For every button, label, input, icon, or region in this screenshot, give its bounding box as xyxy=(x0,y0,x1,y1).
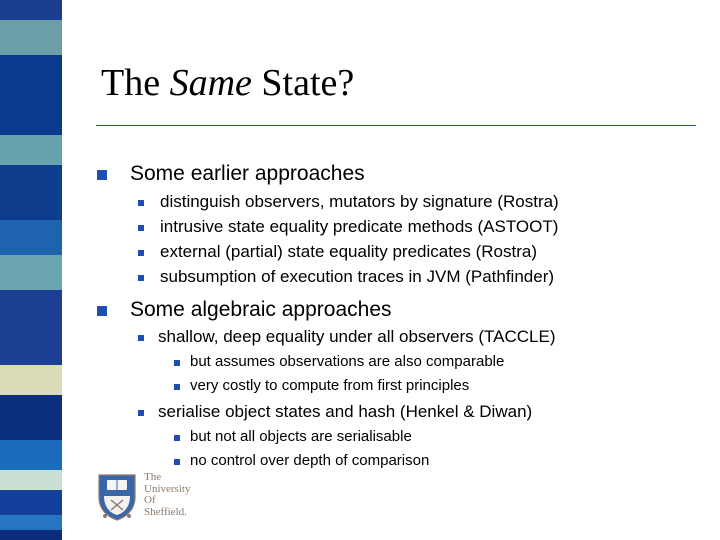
bullet-text: Some algebraic approaches xyxy=(130,298,392,321)
square-bullet-icon xyxy=(138,335,144,341)
logo-line: Of xyxy=(144,494,156,506)
stripe-block xyxy=(0,395,62,440)
square-bullet-icon xyxy=(138,225,144,231)
sub-bullet xyxy=(160,191,559,213)
stripe-block xyxy=(0,490,62,515)
stripe-block xyxy=(0,20,62,55)
stripe-block xyxy=(0,255,62,290)
sub-bullet-text: external (partial) state equality predicates (Rostra) xyxy=(160,242,537,261)
square-bullet-icon xyxy=(174,459,180,465)
sub-bullet xyxy=(158,326,556,348)
square-bullet-icon xyxy=(97,170,107,180)
bullet-algebraic-approaches xyxy=(130,297,392,323)
stripe-block xyxy=(0,470,62,490)
sub-sub-bullet xyxy=(190,451,429,471)
square-bullet-icon xyxy=(138,250,144,256)
stripe-block xyxy=(0,530,62,540)
sub-bullet xyxy=(160,241,537,263)
sub-bullet-text: serialise object states and hash (Henkel & Diwan) xyxy=(158,402,533,421)
stripe-block xyxy=(0,515,62,530)
university-logo xyxy=(92,466,214,526)
sub-bullet xyxy=(160,216,558,238)
stripe-block xyxy=(0,220,62,255)
title-underline xyxy=(96,125,696,126)
bullet-text: Some earlier approaches xyxy=(130,162,365,185)
stripe-block xyxy=(0,165,62,220)
title-text-end: State? xyxy=(251,62,355,104)
logo-line: The xyxy=(144,471,162,483)
stripe-block xyxy=(0,290,62,365)
square-bullet-icon xyxy=(138,275,144,281)
square-bullet-icon xyxy=(97,306,107,316)
sub-sub-bullet xyxy=(190,352,504,372)
square-bullet-icon xyxy=(138,410,144,416)
bullet-earlier-approaches xyxy=(130,161,365,187)
sub-sub-bullet-text: no control over depth of comparison xyxy=(190,452,430,469)
sub-sub-bullet xyxy=(190,376,469,396)
sub-bullet-text: subsumption of execution traces in JVM (Pathfinder) xyxy=(160,267,555,286)
stripe-block xyxy=(0,440,62,470)
square-bullet-icon xyxy=(138,200,144,206)
sub-sub-bullet-text: very costly to compute from first principles xyxy=(190,377,470,394)
sub-sub-bullet xyxy=(190,427,412,447)
square-bullet-icon xyxy=(174,360,180,366)
university-name xyxy=(144,472,190,518)
title-text-start: The xyxy=(101,62,170,104)
sub-bullet-text: distinguish observers, mutators by signature (Rostra) xyxy=(160,192,559,211)
sub-bullet-text: shallow, deep equality under all observers (TACCLE) xyxy=(158,327,556,346)
stripe-block xyxy=(0,365,62,395)
slide-title xyxy=(101,58,354,108)
sub-sub-bullet-text: but not all objects are serialisable xyxy=(190,428,412,445)
square-bullet-icon xyxy=(174,435,180,441)
stripe-block xyxy=(0,55,62,135)
title-emphasis: Same xyxy=(169,62,252,104)
sub-bullet-text: intrusive state equality predicate methods (ASTOOT) xyxy=(160,217,559,236)
logo-line: University xyxy=(144,482,191,495)
decorative-stripe xyxy=(0,0,62,540)
sub-bullet xyxy=(160,266,554,288)
logo-line: Sheffield. xyxy=(144,505,187,518)
sub-bullet xyxy=(158,401,532,423)
sub-sub-bullet-text: but assumes observations are also comparable xyxy=(190,353,505,370)
square-bullet-icon xyxy=(174,384,180,390)
stripe-block xyxy=(0,0,62,20)
university-crest-icon xyxy=(96,472,138,522)
stripe-block xyxy=(0,135,62,165)
